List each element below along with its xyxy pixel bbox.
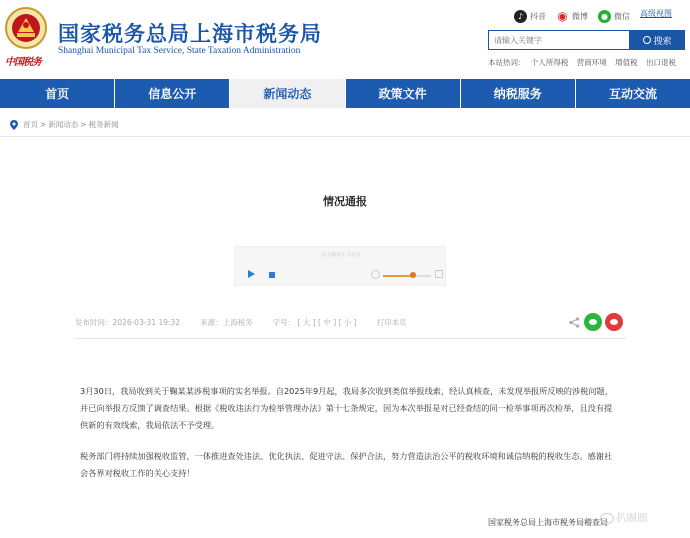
site-header	[0, 0, 690, 78]
article-title: 情况通报	[323, 195, 367, 208]
search-input[interactable]	[488, 30, 630, 50]
breadcrumb	[10, 119, 119, 130]
hot-words	[488, 57, 682, 68]
nav-item-tax-service[interactable]: 纳税服务	[461, 79, 576, 108]
nav-item-home[interactable]: 首页	[0, 79, 115, 108]
weibo-icon: ◉	[557, 9, 568, 23]
font-size-label: 字号：	[272, 318, 296, 327]
breadcrumb-home[interactable]: 首页	[23, 120, 38, 129]
meta-divider	[74, 338, 626, 339]
site-subtitle: Shanghai Municipal Tax Service, State Taxation Administration	[58, 46, 301, 56]
nav-item-policy[interactable]: 政策文件	[346, 79, 461, 108]
article-signature: 国家税务总局上海市税务局稽查局	[488, 518, 608, 527]
watermark	[600, 510, 648, 525]
volume-fill	[383, 275, 413, 277]
location-pin-icon	[10, 120, 18, 130]
publish-time: 发布时间：2026-03-31 19:32	[75, 318, 181, 327]
share-wechat-icon[interactable]	[584, 313, 602, 331]
breadcrumb-tax-news[interactable]: 税务新闻	[88, 120, 119, 129]
volume-icon[interactable]	[371, 270, 380, 279]
font-size-small-button[interactable]: [ 小 ]	[338, 318, 357, 327]
weibo-link[interactable]	[556, 8, 588, 24]
audio-player	[234, 246, 446, 286]
volume-slider[interactable]	[383, 275, 431, 277]
nav-item-interaction[interactable]: 互动交流	[608, 87, 657, 101]
article-meta	[75, 317, 427, 328]
article-source: 来源：上海税务	[200, 318, 253, 327]
article-paragraph: 税务部门将持续加强税收监管，一体推进查处违法、优化执法、促进守法、保护合法，努力营造法治公平的税收环境和诚信纳税的税收生态。感谢社会各界对税收工作的关心支持！	[80, 451, 613, 478]
hot-words-label: 本站热词：	[488, 58, 526, 67]
weibo-watermark-icon	[600, 513, 614, 524]
brand-mark: 中国税务	[5, 57, 41, 68]
douyin-link[interactable]	[514, 8, 546, 24]
search-button[interactable]	[630, 30, 685, 50]
breadcrumb-news[interactable]: 新闻动态	[48, 120, 79, 129]
weibo-label: 微博	[572, 11, 588, 21]
douyin-icon: ♪	[514, 10, 527, 23]
high-contrast-link[interactable]: 高级视图	[640, 9, 672, 18]
play-icon[interactable]	[248, 270, 255, 278]
main-nav	[0, 79, 690, 108]
fullscreen-icon[interactable]	[435, 270, 443, 278]
print-button[interactable]: 打印本页	[376, 318, 407, 327]
stop-icon[interactable]	[269, 272, 275, 278]
watermark-text: 扒圈圈	[616, 512, 648, 524]
article-paragraph: 3月30日，我局收到关于鞠某某涉税事项的实名举报。自2025年9月起，我局多次收到类似举报线索，经认真核查，未发现举报所反映的涉税问题，并已向举报方反馈了调查结果。根据《税收违法行为检举管理办法》第十七条规定，因为本次举报是对已经查结的同一检举事项再次检举，且没有提供新的有效线索，我局依法不予受理。	[80, 386, 613, 430]
site-title[interactable]: 国家税务总局上海市税务局	[58, 22, 322, 46]
hot-word-link[interactable]: 营商环境	[576, 58, 607, 67]
font-size-large-button[interactable]: [ 大 ]	[297, 318, 316, 327]
nav-item-news[interactable]: 新闻动态	[230, 79, 345, 108]
hot-word-link[interactable]: 出口退税	[646, 58, 677, 67]
volume-knob[interactable]	[410, 272, 416, 278]
breadcrumb-separator: >	[40, 120, 47, 129]
hot-word-link[interactable]: 増值税	[615, 58, 638, 67]
font-size-medium-button[interactable]: [ 中 ]	[318, 318, 337, 327]
hot-word-link[interactable]: 个人所得税	[530, 58, 569, 67]
douyin-label: 抖音	[530, 11, 546, 21]
share-weibo-icon[interactable]	[605, 313, 623, 331]
wechat-link[interactable]	[598, 8, 630, 24]
wechat-icon: ●	[598, 10, 611, 23]
search-icon	[643, 36, 651, 44]
breadcrumb-divider	[0, 136, 690, 137]
wechat-label: 微信	[614, 11, 630, 21]
search-button-label: 搜索	[653, 36, 672, 47]
breadcrumb-separator: >	[80, 120, 87, 129]
font-size-control	[273, 317, 357, 328]
audio-label: 点击播放正文语音	[320, 252, 361, 258]
share-icon[interactable]	[569, 317, 580, 328]
tax-emblem-icon[interactable]	[4, 6, 48, 50]
nav-item-info-disclosure[interactable]: 信息公开	[115, 79, 230, 108]
